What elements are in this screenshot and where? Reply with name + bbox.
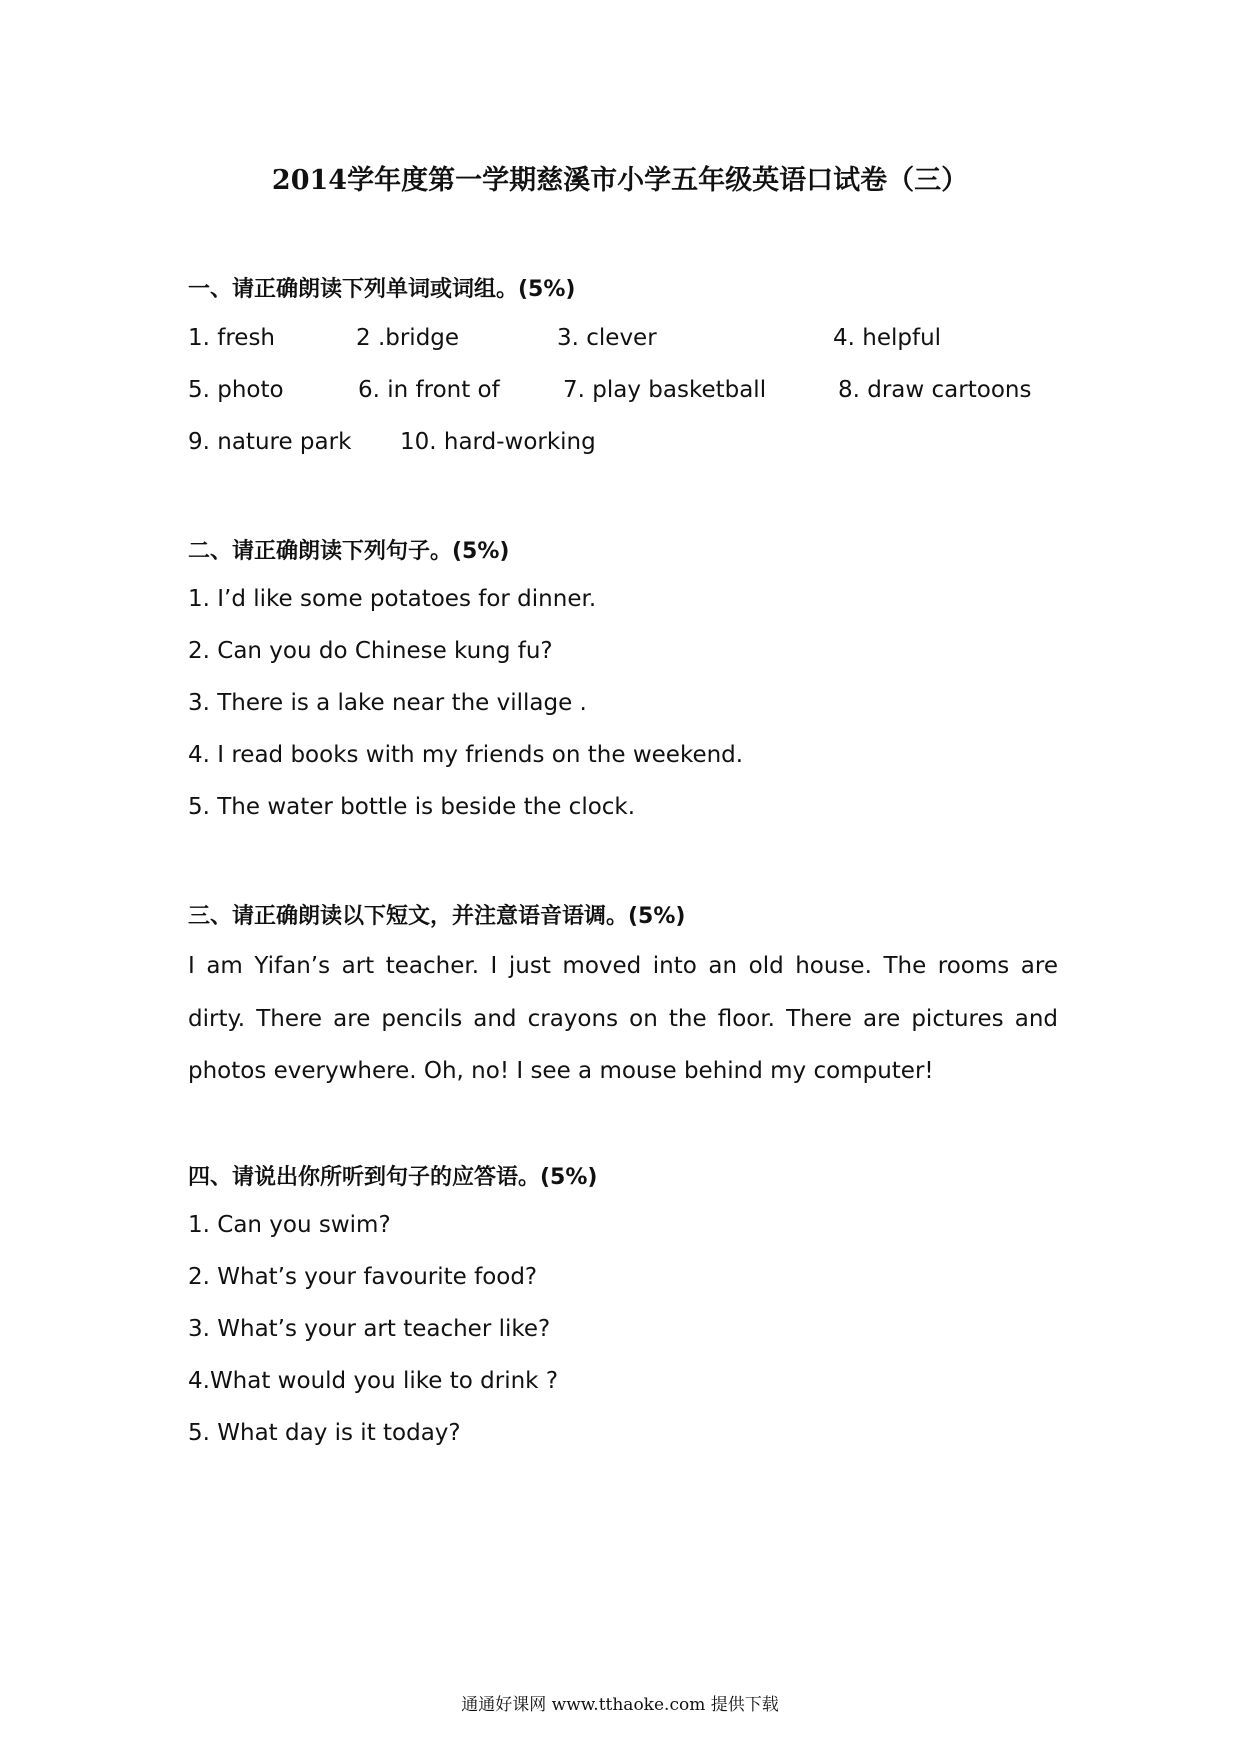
sentence-item: 2. Can you do Chinese kung fu? xyxy=(188,638,553,664)
sentence-item: 4. I read books with my friends on the weekend. xyxy=(188,742,744,768)
word-item: 5. photo xyxy=(188,377,284,403)
section2-heading: 二、请正确朗读下列句子。(5%) xyxy=(188,539,510,564)
question-item: 5. What day is it today? xyxy=(188,1420,461,1446)
sentence-item: 5. The water bottle is beside the clock. xyxy=(188,794,636,820)
reading-passage: I am Yifan’s art teacher. I just moved into an old house. The rooms are dirty. There are pencils and crayons on the floor. There are pictures and photos everywhere. Oh, no! I see a mouse behind my computer! xyxy=(188,953,1058,1084)
question-item: 4.What would you like to drink ? xyxy=(188,1368,559,1394)
sentence-item: 3. There is a lake near the village . xyxy=(188,690,587,716)
word-item: 8. draw cartoons xyxy=(838,377,1032,403)
sentence-item: 1. I’d like some potatoes for dinner. xyxy=(188,586,597,612)
question-item: 3. What’s your art teacher like? xyxy=(188,1316,551,1342)
question-item: 1. Can you swim? xyxy=(188,1212,391,1238)
word-item: 2 .bridge xyxy=(356,325,460,351)
word-item: 6. in front of xyxy=(358,377,500,403)
word-item: 7. play basketball xyxy=(563,377,767,403)
word-item: 3. clever xyxy=(557,325,657,351)
word-item: 10. hard-working xyxy=(400,429,596,455)
section4-heading: 四、请说出你所听到句子的应答语。(5%) xyxy=(188,1165,598,1190)
question-item: 2. What’s your favourite food? xyxy=(188,1264,538,1290)
word-item: 9. nature park xyxy=(188,429,352,455)
word-item: 4. helpful xyxy=(833,325,942,351)
page-footer: 通通好课网 www.tthaoke.com 提供下载 xyxy=(461,1695,779,1715)
exam-title: 2014学年度第一学期慈溪市小学五年级英语口试卷（三） xyxy=(271,165,969,196)
section3-heading: 三、请正确朗读以下短文，并注意语音语调。(5%) xyxy=(188,904,686,929)
word-item: 1. fresh xyxy=(188,325,276,351)
section1-heading: 一、请正确朗读下列单词或词组。(5%) xyxy=(188,277,576,302)
